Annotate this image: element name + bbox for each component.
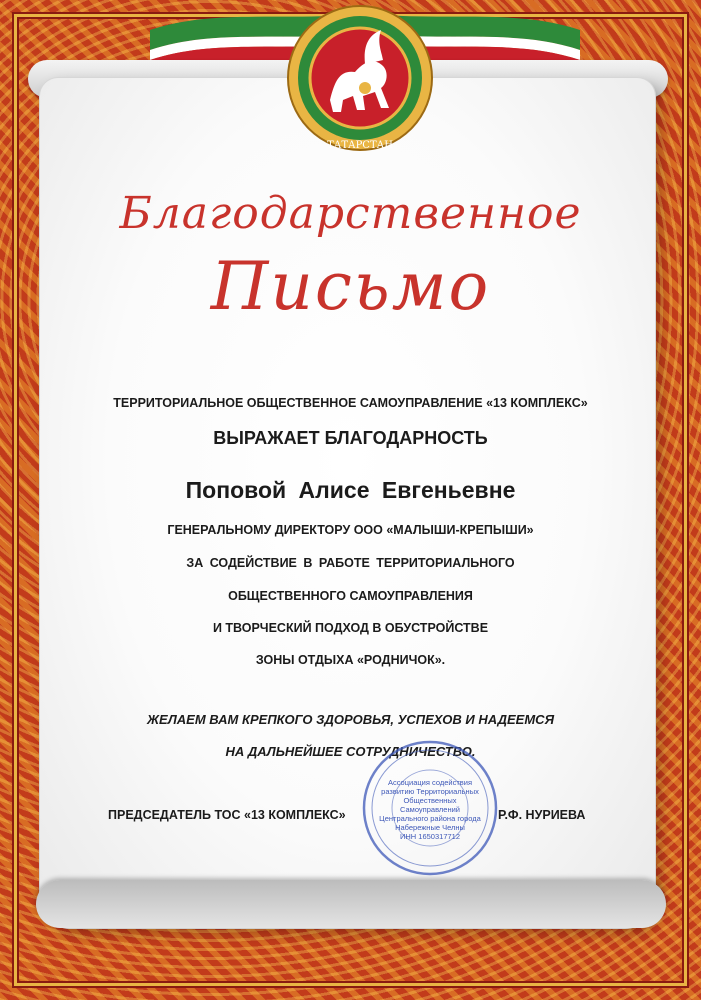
organization-line: ТЕРРИТОРИАЛЬНОЕ ОБЩЕСТВЕННОЕ САМОУПРАВЛЕНИЕ «13 КОМПЛЕКС» (113, 396, 588, 410)
expresses-gratitude-line: ВЫРАЖАЕТ БЛАГОДАРНОСТЬ (213, 428, 488, 448)
signature-name: Р.Ф. НУРИЕВА (498, 808, 586, 822)
wish-line-2: НА ДАЛЬНЕЙШЕЕ СОТРУДНИЧЕСТВО. (225, 744, 476, 759)
scroll-roll-bottom (36, 880, 666, 928)
reason-line-2: ОБЩЕСТВЕННОГО САМОУПРАВЛЕНИЯ (228, 589, 473, 603)
reason-line-3: И ТВОРЧЕСКИЙ ПОДХОД В ОБУСТРОЙСТВЕ (212, 621, 489, 635)
tatarstan-emblem-icon (285, 0, 435, 160)
stamp-org-text: Ассоциация содействия развитию Территориальных Общественных Самоуправлений Центрального района города Набережные Челны (379, 778, 481, 832)
recipient-position: ГЕНЕРАЛЬНОМУ ДИРЕКТОРУ ООО «МАЛЫШИ-КРЕПЫШИ» (167, 523, 534, 537)
signature-position: ПРЕДСЕДАТЕЛЬ ТОС «13 КОМПЛЕКС» (108, 808, 346, 822)
recipient-name: Поповой Алисе Евгеньевне (185, 477, 516, 503)
emblem-ring-text: ТАТАРСТАН (327, 140, 393, 151)
reason-line-4: ЗОНЫ ОТДЫХА «РОДНИЧОК». (255, 653, 446, 667)
title-line-1: Благодарственное (119, 188, 582, 239)
stamp-text (378, 778, 482, 841)
reason-line-1: ЗА СОДЕЙСТВИЕ В РАБОТЕ ТЕРРИТОРИАЛЬНОГО (186, 556, 515, 570)
wish-line-1: ЖЕЛАЕМ ВАМ КРЕПКОГО ЗДОРОВЬЯ, УСПЕХОВ И НАДЕЕМСЯ (146, 712, 555, 727)
title-line-2: Письмо (210, 248, 491, 325)
stamp-inn: ИНН 1650317712 (399, 832, 461, 841)
